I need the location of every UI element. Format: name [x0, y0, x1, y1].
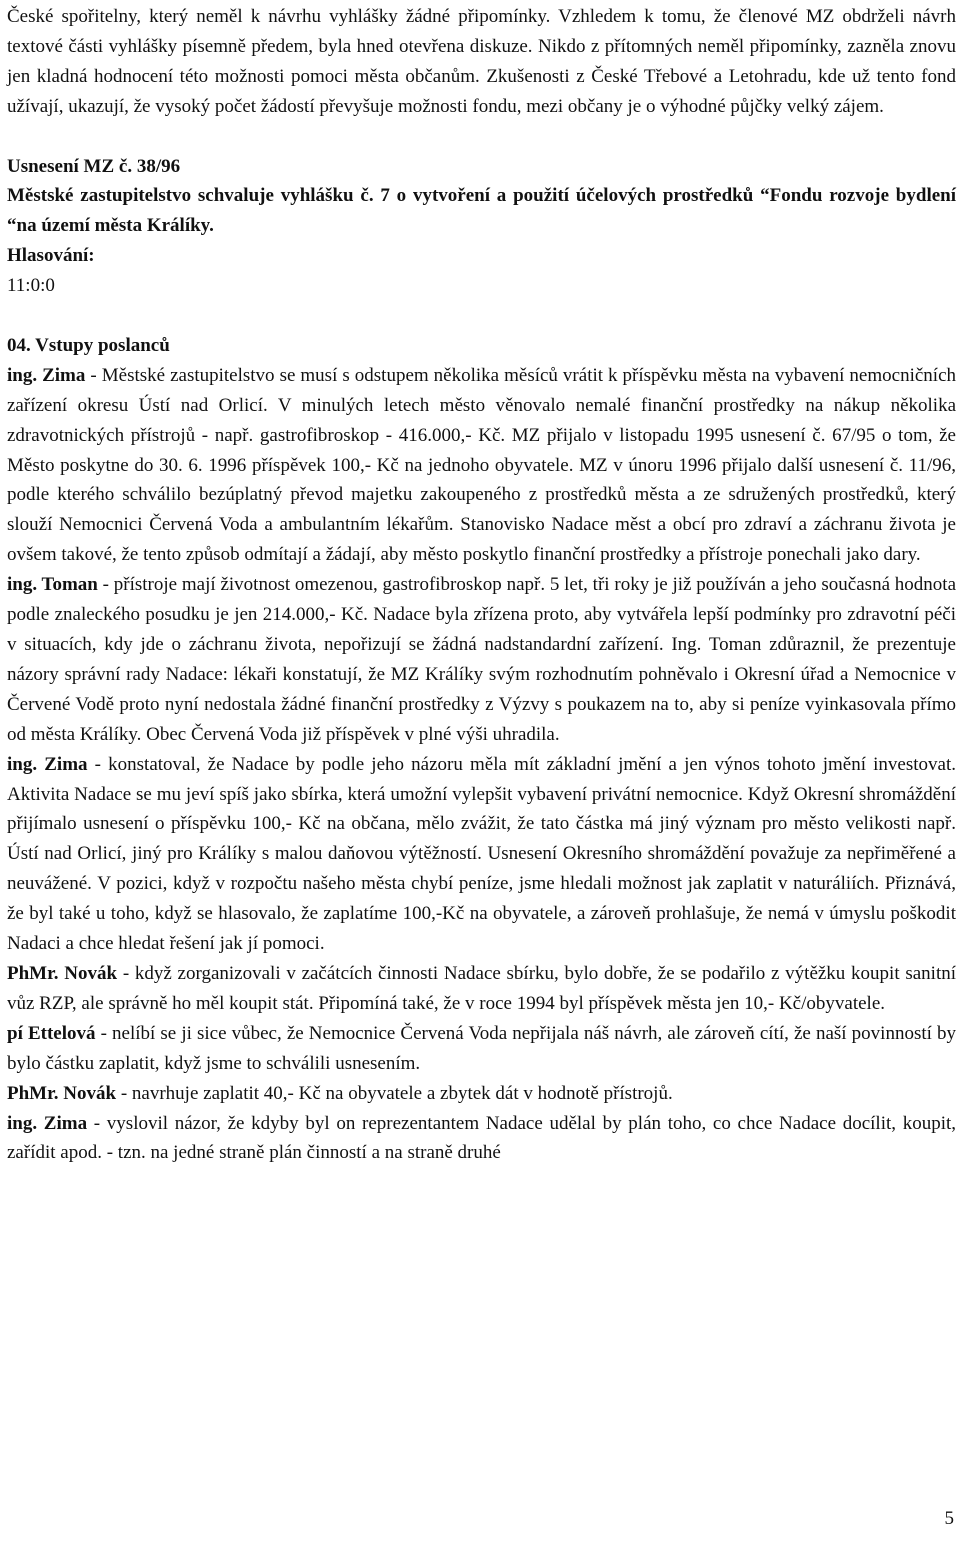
vote-label: Hlasování: — [7, 245, 95, 267]
speaker-name: pí Ettelová — [7, 1022, 96, 1044]
intro-paragraph: České spořitelny, který neměl k návrhu vyhlášky žádné připomínky. Vzhledem k tomu, že členové MZ obdrželi návrh textové části vyhlášky písemně předem, byla hned otevřena diskuze. Nikdo z přítomných neměl připomínky, zazněla znovu jen kladná hodnocení této možnosti pomoci města občanům. Zkušenosti z České Třebové a Letohradu, kde už tento fond užívají, ukazují, že vysoký počet žádostí převyšuje možnosti fondu, mezi občany je o výhodné půjčky velký zájem. — [7, 6, 956, 117]
speaker-entry — [7, 361, 956, 570]
speaker-entry — [7, 570, 956, 749]
speaker-text: - když zorganizovali v začátcích činnosti Nadace sbírku, bylo dobře, že se podařilo z výtěžku koupit sanitní vůz RZP, ale správně ho měl koupit stát. Připomíná také, že v roce 1994 byl příspěvek města jen 10,- Kč/obyvatele. — [7, 962, 956, 1014]
speaker-text: - nelíbí se ji sice vůbec, že Nemocnice Červená Voda nepřijala náš návrh, ale zároveň cítí, že naší povinností by bylo částku zaplatit, když jsme to schválili usnesením. — [7, 1022, 956, 1074]
section-heading: 04. Vstupy poslanců — [7, 334, 170, 356]
speaker-entry — [7, 1109, 956, 1169]
speaker-entry — [7, 1019, 956, 1079]
resolution-block — [7, 152, 956, 302]
resolution-text: Městské zastupitelstvo schvaluje vyhlášku č. 7 o vytvoření a použití účelových prostředků “Fondu rozvoje bydlení “na území města Králíky. — [7, 185, 956, 237]
page-content — [7, 2, 956, 1168]
speaker-text: - přístroje mají životnost omezenou, gastrofibroskop např. 5 let, tři roky je již používán a jeho současná hodnota podle znaleckého posudku je jen 214.000,- Kč. Nadace byla zřízena proto, aby vytvářela lepší podmínky pro zdravotní péči v situacích, kdy jde o záchranu života, nepořizují se žádná nadstandardní zařízení. Ing. Toman zdůraznil, že prezentuje názory správní rady Nadace: lékaři konstatují, že MZ Králíky svým rozhodnutím pohněvalo i Okresní úřad a Nemocnice v Červené Vodě proto nyní nedostala žádné finanční prostředky z Výzvy s poukazem na to, aby si peníze vyinkasovala přímo od města Králíky. Obec Červená Voda již příspěvek v plné výši uhradila. — [7, 574, 957, 745]
spacer — [7, 122, 956, 152]
speaker-text: - navrhuje zaplatit 40,- Kč na obyvatele a zbytek dát v hodnotě přístrojů. — [116, 1082, 673, 1104]
speaker-name: PhMr. Novák — [7, 962, 118, 984]
speaker-entry — [7, 750, 956, 959]
speaker-text: - konstatoval, že Nadace by podle jeho názoru měla mít základní jmění a jen výnos tohoto jmění investovat. Aktivita Nadace se mu jeví spíš jako sbírka, která umožní vylepšit vybavení privátní nemocnice. Když Okresní shromáždění přijímalo usnesení o příspěvku 100,- Kč na občana, mělo zvážit, že tato částka má jiný význam pro město velikosti např. Ústí nad Orlicí, jiný pro Králíky s malou daňovou výtěžností. Usnesení Okresního shromáždění považuje za nepřiměřené a neuvážené. V pozici, když v rozpočtu našeho města chybí peníze, jsme hledali možnost jak zaplatit v naturáliích. Přiznává, že byl také u toho, když se hlasovalo, že zaplatíme 100,-Kč na obyvatele, a zároveň prohlašuje, že nemá v úmyslu poškodit Nadaci a chce hledat řešení jak jí pomoci. — [7, 753, 956, 955]
speaker-entry — [7, 1079, 956, 1109]
resolution-title: Usnesení MZ č. 38/96 — [7, 155, 181, 177]
speaker-name: ing. Zima — [7, 364, 86, 386]
speaker-text: - vyslovil názor, že kdyby byl on reprezentantem Nadace udělal by plán toho, co chce Nadace docílit, koupit, zařídit apod. - tzn. na jedné straně plán činností a na straně druhé — [7, 1112, 957, 1164]
speaker-name: ing. Toman — [7, 574, 98, 596]
speaker-name: ing. Zima — [7, 1112, 88, 1134]
spacer — [7, 301, 956, 331]
speaker-name: ing. Zima — [7, 753, 88, 775]
speaker-entry — [7, 959, 956, 1019]
speaker-name: PhMr. Novák — [7, 1082, 117, 1104]
vote-result: 11:0:0 — [7, 275, 55, 297]
page-number: 5 — [944, 1508, 954, 1529]
speaker-text: - Městské zastupitelstvo se musí s odstupem několika měsíců vrátit k příspěvku města na vybavení nemocničních zařízení okresu Ústí nad Orlicí. V minulých letech město věnovalo nemalé finanční prostředky na nákup několika zdravotnických přístrojů - např. gastrofibroskop - 416.000,- Kč. MZ přijalo v listopadu 1995 usnesení č. 67/95 o tom, že Město poskytne do 30. 6. 1996 příspěvek 100,- Kč na jednoho obyvatele. MZ v únoru 1996 přijalo další usnesení č. 11/96, podle kterého schválilo bezúplatný převod majetku zakoupeného z prostředků města a ze sdružených prostředků, který slouží Nemocnici Červená Voda a ambulantním lékařům. Stanovisko Nadace měst a obcí pro zdraví a záchranu života je ovšem takové, že tento způsob odmítají a žádají, aby město poskytlo finanční prostředky a přístroje ponechali jako dary. — [7, 364, 956, 566]
